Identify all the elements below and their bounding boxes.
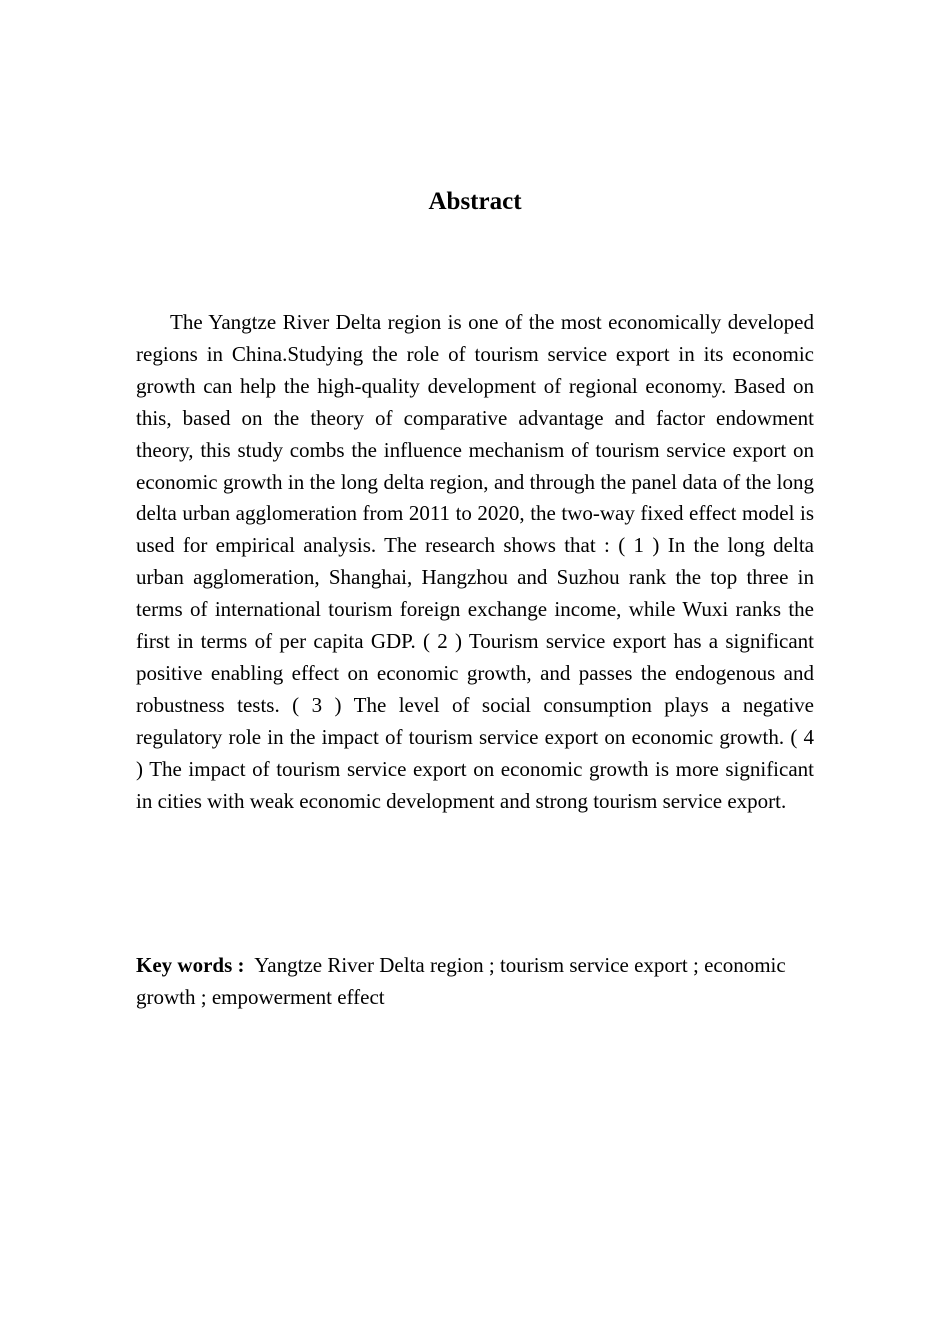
abstract-paragraph: The Yangtze River Delta region is one of the most economically developed regions in China.Studying the role of tourism service export in its economic growth can help the high-quality development of regional economy. Based on this, based on the theory of comparative advantage and factor endowment theory, this study combs the influence mechanism of tourism service export on economic growth in the long delta region, and through the panel data of the long delta urban agglomeration from 2011 to 2020, the two-way fixed effect model is used for empirical analysis. The research shows that : ( 1 ) In the long delta urban agglomeration, Shanghai, Hangzhou and Suzhou rank the top three in terms of international tourism foreign exchange income, while Wuxi ranks the first in terms of per capita GDP. ( 2 ) Tourism service export has a significant positive enabling effect on economic growth, and passes the endogenous and robustness tests. ( 3 ) The level of social consumption plays a negative regulatory role in the impact of tourism service export on economic growth. ( 4 ) The impact of tourism service export on economic growth is more significant in cities with weak economic development and strong tourism service export. — [136, 310, 814, 813]
keywords-line — [136, 949, 814, 1013]
keywords-label: Key words : — [136, 953, 245, 977]
keywords-list: Yangtze River Delta region ; tourism service export ; economic growth ; empowerment effect — [136, 953, 786, 1009]
abstract-title: Abstract — [428, 188, 522, 215]
